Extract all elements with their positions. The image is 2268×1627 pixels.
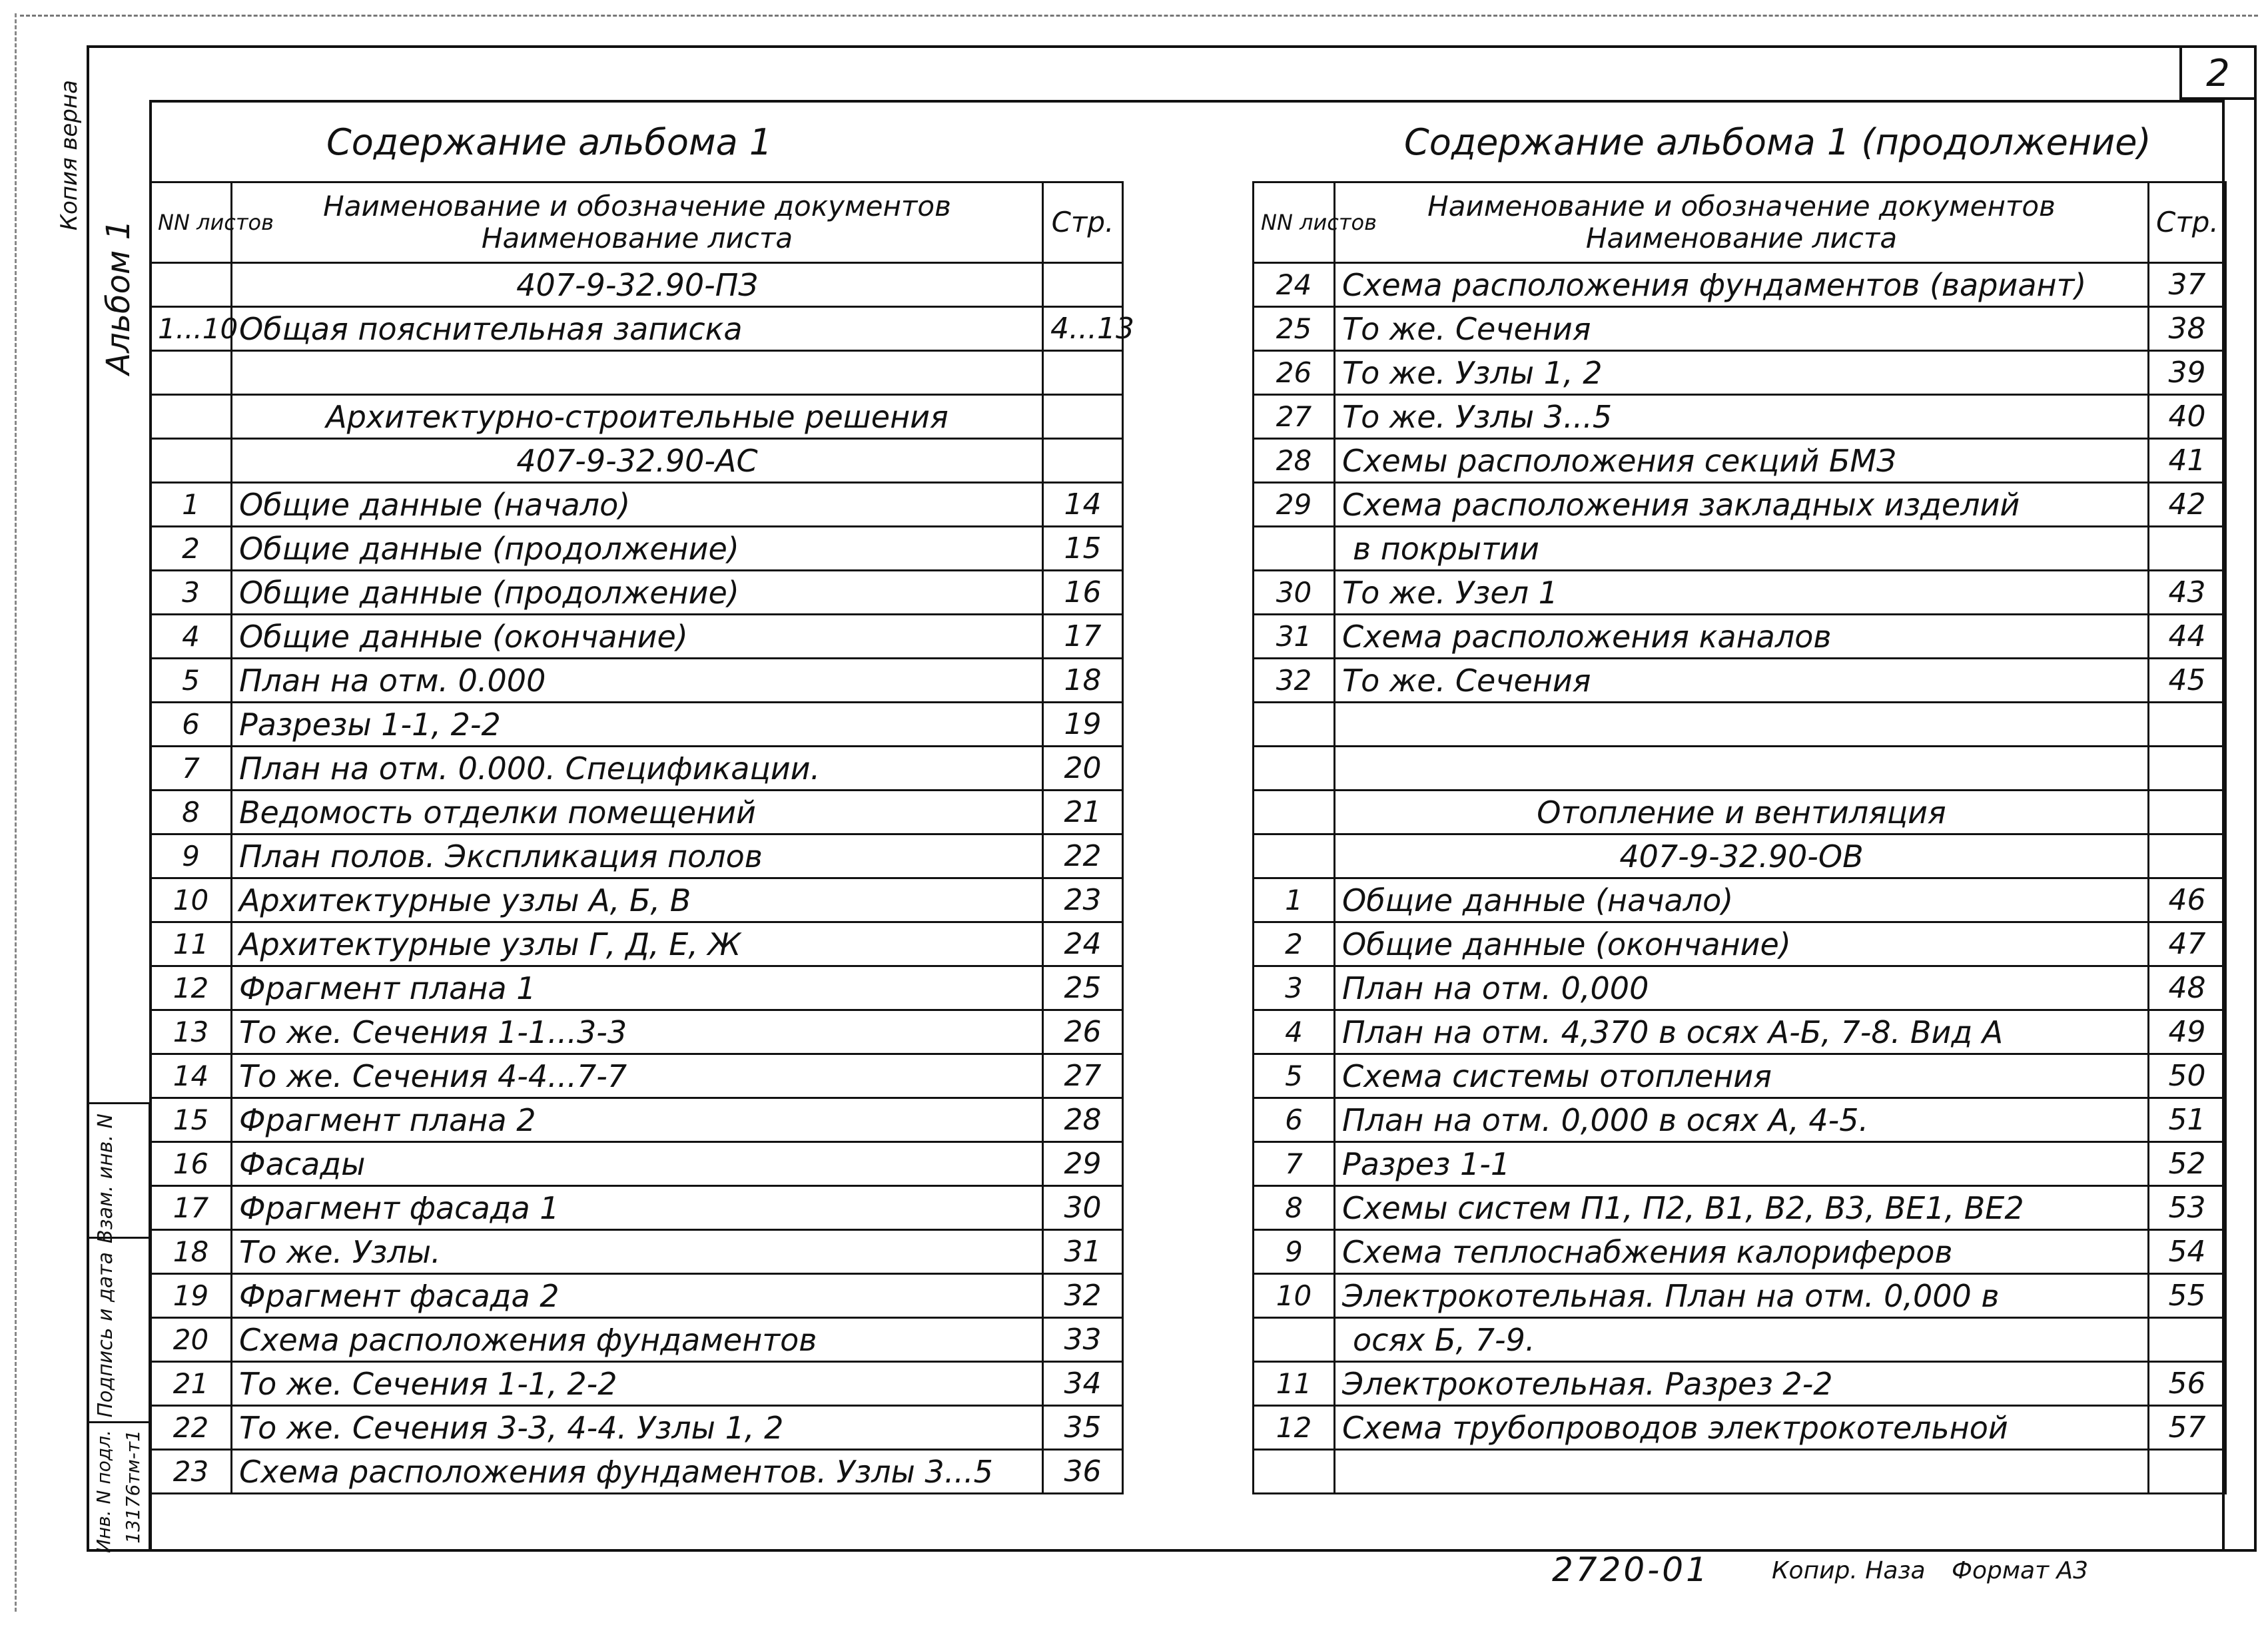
page-cell: 26: [1043, 1010, 1123, 1054]
table-row: [1254, 791, 2226, 834]
table-row: [151, 263, 1123, 307]
sheet-name-cell: Схема теплоснабжения калориферов: [1335, 1230, 2149, 1274]
sheet-no-cell: [151, 263, 232, 307]
sheet-no-cell: [1254, 1318, 1335, 1362]
table-row: [1254, 1098, 2226, 1142]
page-cell: 16: [1043, 571, 1123, 615]
page-cell: 14: [1043, 483, 1123, 527]
left-header-row: [151, 182, 1123, 263]
table-row: [151, 1362, 1123, 1406]
sheet-name-cell: 407-9-32.90-ОВ: [1335, 834, 2149, 878]
col-name-header: Наименование и обозначение документов Наименование листа: [232, 182, 1043, 263]
sheet-no-cell: 25: [1254, 307, 1335, 351]
sheet-name-cell: Схема расположения фундаментов (вариант): [1335, 263, 2149, 307]
sheet-no-cell: 26: [1254, 351, 1335, 395]
sheet-name-cell: План на отм. 0.000. Спецификации.: [232, 747, 1043, 791]
sheet-name-cell: То же. Узлы.: [232, 1230, 1043, 1274]
sheet-name-cell: План полов. Экспликация полов: [232, 834, 1043, 878]
page-cell: 15: [1043, 527, 1123, 571]
sheet-no-cell: 6: [1254, 1098, 1335, 1142]
table-row: [151, 1318, 1123, 1362]
right-contents-table: [1252, 181, 2227, 1494]
right-header-row: [1254, 182, 2226, 263]
sheet-name-cell: Разрезы 1-1, 2-2: [232, 703, 1043, 747]
sheet-no-cell: 4: [1254, 1010, 1335, 1054]
page-cell: 23: [1043, 878, 1123, 922]
page-cell: [2149, 527, 2226, 571]
page-cell: 33: [1043, 1318, 1123, 1362]
footer-code: 2720-01: [1552, 1550, 1710, 1589]
stamp-cell-replace-inv: Взам. инв. N: [87, 1102, 151, 1239]
page-cell: 56: [2149, 1362, 2226, 1406]
sheet-name-cell: Электрокотельная. План на отм. 0,000 в: [1335, 1274, 2149, 1318]
page-cell: 40: [2149, 395, 2226, 439]
sheet-no-cell: 31: [1254, 615, 1335, 659]
table-row: [151, 922, 1123, 966]
sheet-no-cell: 23: [151, 1450, 232, 1494]
copy-note: Копия верна: [56, 80, 83, 231]
sheet-name-cell: Архитектурные узлы А, Б, В: [232, 878, 1043, 922]
page-cell: [2149, 834, 2226, 878]
sheet-name-cell: План на отм. 0,000: [1335, 966, 2149, 1010]
table-row: [151, 1274, 1123, 1318]
page-cell: 34: [1043, 1362, 1123, 1406]
sheet-name-cell: [232, 351, 1043, 395]
page-cell: 54: [2149, 1230, 2226, 1274]
table-row: [1254, 1274, 2226, 1318]
table-row: [151, 834, 1123, 878]
page-cell: 51: [2149, 1098, 2226, 1142]
sheet-no-cell: 13: [151, 1010, 232, 1054]
table-row: [1254, 834, 2226, 878]
page-cell: 31: [1043, 1230, 1123, 1274]
right-table-title: Содержание альбома 1 (продолжение): [1404, 121, 2151, 163]
page-cell: [1043, 439, 1123, 483]
page-cell: 29: [1043, 1142, 1123, 1186]
page-cell: 43: [2149, 571, 2226, 615]
page-cell: 46: [2149, 878, 2226, 922]
table-row: [1254, 1186, 2226, 1230]
col-name-header: Наименование и обозначение документов Наименование листа: [1335, 182, 2149, 263]
page-cell: [2149, 1450, 2226, 1494]
page-cell: 38: [2149, 307, 2226, 351]
sheet-name-cell: [1335, 703, 2149, 747]
table-row: [1254, 1010, 2226, 1054]
col-page-header: Стр.: [1043, 182, 1123, 263]
table-row: [1254, 1142, 2226, 1186]
sheet-no-cell: 24: [1254, 263, 1335, 307]
sheet-name-cell: Схема расположения закладных изделий: [1335, 483, 2149, 527]
page-cell: 4...13: [1043, 307, 1123, 351]
col-no-header: NN листов: [151, 182, 232, 263]
sheet-name-cell: Общие данные (окончание): [232, 615, 1043, 659]
table-row: [1254, 703, 2226, 747]
sheet-name-cell: Общая пояснительная записка: [232, 307, 1043, 351]
page-cell: 17: [1043, 615, 1123, 659]
sheet-no-cell: 19: [151, 1274, 232, 1318]
sheet-name-cell: Общие данные (продолжение): [232, 527, 1043, 571]
sheet-no-cell: 10: [1254, 1274, 1335, 1318]
sheet-name-cell: Разрез 1-1: [1335, 1142, 2149, 1186]
table-row: [1254, 263, 2226, 307]
page-cell: 55: [2149, 1274, 2226, 1318]
page-cell: 52: [2149, 1142, 2226, 1186]
page-cell: 32: [1043, 1274, 1123, 1318]
page-cell: [1043, 351, 1123, 395]
sheet-no-cell: 7: [151, 747, 232, 791]
sheet-no-cell: 4: [151, 615, 232, 659]
sheet-no-cell: [1254, 1450, 1335, 1494]
sheet-name-cell: Фрагмент плана 2: [232, 1098, 1043, 1142]
sheet-no-cell: 22: [151, 1406, 232, 1450]
table-row: [151, 966, 1123, 1010]
page-cell: 24: [1043, 922, 1123, 966]
page-cell: [2149, 703, 2226, 747]
page-cell: 49: [2149, 1010, 2226, 1054]
page-cell: [2149, 791, 2226, 834]
sheet-no-cell: 12: [1254, 1406, 1335, 1450]
page-cell: [2149, 1318, 2226, 1362]
sheet-no-cell: 29: [1254, 483, 1335, 527]
table-row: [1254, 307, 2226, 351]
sheet-no-cell: 2: [1254, 922, 1335, 966]
table-row: [1254, 747, 2226, 791]
sheet-name-cell: Ведомость отделки помещений: [232, 791, 1043, 834]
sheet-name-cell: То же. Сечения: [1335, 659, 2149, 703]
page-cell: [1043, 395, 1123, 439]
table-row: [151, 659, 1123, 703]
sheet-no-cell: 16: [151, 1142, 232, 1186]
page-cell: 50: [2149, 1054, 2226, 1098]
sheet-name-cell: Схемы расположения секций БМЗ: [1335, 439, 2149, 483]
footer-format: Формат А3: [1952, 1557, 2089, 1584]
sheet-name-cell: То же. Узлы 3...5: [1335, 395, 2149, 439]
sheet-no-cell: [151, 439, 232, 483]
sheet-name-cell: План на отм. 0.000: [232, 659, 1043, 703]
sheet-name-cell: Схема расположения фундаментов: [232, 1318, 1043, 1362]
page-cell: 21: [1043, 791, 1123, 834]
sheet-name-cell: Общие данные (начало): [232, 483, 1043, 527]
page-cell: 28: [1043, 1098, 1123, 1142]
table-row: [151, 571, 1123, 615]
page-cell: 22: [1043, 834, 1123, 878]
table-row: [151, 878, 1123, 922]
table-row: [151, 1098, 1123, 1142]
table-row: [1254, 439, 2226, 483]
sheet-name-cell: Фрагмент плана 1: [232, 966, 1043, 1010]
col-page-header: Стр.: [2149, 182, 2226, 263]
sheet-no-cell: 7: [1254, 1142, 1335, 1186]
table-row: [151, 1142, 1123, 1186]
table-row: [1254, 571, 2226, 615]
table-row: [151, 1010, 1123, 1054]
page-cell: 45: [2149, 659, 2226, 703]
inv-value: 13176тм-т1: [122, 1430, 144, 1544]
page-cell: 27: [1043, 1054, 1123, 1098]
sheet-no-cell: 1: [1254, 878, 1335, 922]
sheet-no-cell: 14: [151, 1054, 232, 1098]
sheet-name-cell: Схема расположения каналов: [1335, 615, 2149, 659]
sheet-name-cell: Фасады: [232, 1142, 1043, 1186]
sheet-no-cell: 30: [1254, 571, 1335, 615]
stamp-cell-original-inv: Инв. N подл. 13176тм-т1: [87, 1421, 151, 1552]
table-row: [151, 1230, 1123, 1274]
sheet-no-cell: 20: [151, 1318, 232, 1362]
sheet-name-cell: То же. Сечения 3-3, 4-4. Узлы 1, 2: [232, 1406, 1043, 1450]
sheet-name-cell: То же. Сечения 1-1...3-3: [232, 1010, 1043, 1054]
table-row: [1254, 922, 2226, 966]
sheet-name-cell: Архитектурно-строительные решения: [232, 395, 1043, 439]
sheet-no-cell: 15: [151, 1098, 232, 1142]
sheet-no-cell: 3: [1254, 966, 1335, 1010]
page-cell: 39: [2149, 351, 2226, 395]
sheet-no-cell: 5: [151, 659, 232, 703]
page-cell: 25: [1043, 966, 1123, 1010]
sheet-name-cell: Схема системы отопления: [1335, 1054, 2149, 1098]
table-row: [151, 351, 1123, 395]
table-row: [1254, 351, 2226, 395]
sheet-name-cell: План на отм. 4,370 в осях А-Б, 7-8. Вид А: [1335, 1010, 2149, 1054]
table-row: [151, 703, 1123, 747]
sheet-no-cell: 9: [1254, 1230, 1335, 1274]
sheet-no-cell: 1: [151, 483, 232, 527]
sheet-name-cell: Схема трубопроводов электрокотельной: [1335, 1406, 2149, 1450]
table-row: [151, 527, 1123, 571]
table-row: [151, 1406, 1123, 1450]
sheet-name-cell: То же. Сечения 4-4...7-7: [232, 1054, 1043, 1098]
table-row: [1254, 1406, 2226, 1450]
page-cell: 20: [1043, 747, 1123, 791]
sheet-name-cell: 407-9-32.90-ПЗ: [232, 263, 1043, 307]
sheet-no-cell: 18: [151, 1230, 232, 1274]
sheet-no-cell: 3: [151, 571, 232, 615]
sheet-name-cell: [1335, 1450, 2149, 1494]
sheet-name-cell: осях Б, 7-9.: [1335, 1318, 2149, 1362]
sheet-no-cell: 10: [151, 878, 232, 922]
table-row: [1254, 527, 2226, 571]
table-row: [151, 1450, 1123, 1494]
sheet-name-cell: в покрытии: [1335, 527, 2149, 571]
page-cell: [1043, 263, 1123, 307]
sheet-no-cell: [1254, 527, 1335, 571]
sheet-no-cell: [151, 351, 232, 395]
sheet-no-cell: 12: [151, 966, 232, 1010]
table-row: [151, 615, 1123, 659]
sheet-name-cell: То же. Узел 1: [1335, 571, 2149, 615]
table-row: [1254, 878, 2226, 922]
sheet-no-cell: [151, 395, 232, 439]
table-row: [151, 483, 1123, 527]
sheet-no-cell: [1254, 834, 1335, 878]
sheet-no-cell: 27: [1254, 395, 1335, 439]
page-cell: 53: [2149, 1186, 2226, 1230]
table-row: [1254, 1054, 2226, 1098]
table-row: [151, 747, 1123, 791]
left-contents-table: [149, 181, 1134, 1494]
page-cell: 37: [2149, 263, 2226, 307]
sheet-name-cell: Схемы систем П1, П2, В1, В2, В3, ВЕ1, ВЕ2: [1335, 1186, 2149, 1230]
sheet-no-cell: 1...10: [151, 307, 232, 351]
sheet-name-cell: Архитектурные узлы Г, Д, Е, Ж: [232, 922, 1043, 966]
left-binding-line: [15, 13, 17, 1612]
page-cell: 44: [2149, 615, 2226, 659]
sheet-name-cell: Общие данные (продолжение): [232, 571, 1043, 615]
page-cell: 48: [2149, 966, 2226, 1010]
sheet-no-cell: [1254, 747, 1335, 791]
sheet-no-cell: 17: [151, 1186, 232, 1230]
sheet-name-cell: То же. Сечения: [1335, 307, 2149, 351]
sheet-name-cell: Схема расположения фундаментов. Узлы 3...5: [232, 1450, 1043, 1494]
sheet-name-cell: Электрокотельная. Разрез 2-2: [1335, 1362, 2149, 1406]
footer-copied: Копир. Наза: [1772, 1557, 1926, 1584]
table-row: [1254, 1318, 2226, 1362]
sheet-name-cell: Отопление и вентиляция: [1335, 791, 2149, 834]
page-cell: 30: [1043, 1186, 1123, 1230]
col-no-header: NN листов: [1254, 182, 1335, 263]
table-row: [1254, 659, 2226, 703]
sheet-no-cell: 9: [151, 834, 232, 878]
top-cut-line: [20, 15, 2258, 17]
table-row: [1254, 615, 2226, 659]
table-row: [151, 1054, 1123, 1098]
sheet-no-cell: 2: [151, 527, 232, 571]
sheet-name-cell: [1335, 747, 2149, 791]
page-cell: 36: [1043, 1450, 1123, 1494]
table-row: [1254, 483, 2226, 527]
page-cell: 19: [1043, 703, 1123, 747]
table-row: [1254, 966, 2226, 1010]
left-table-title: Содержание альбома 1: [326, 121, 773, 163]
table-row: [1254, 1362, 2226, 1406]
table-row: [151, 1186, 1123, 1230]
album-label: Альбом 1: [100, 220, 137, 375]
stamp-cell-signature-date: Подпись и дата: [87, 1237, 151, 1423]
sheet-name-cell: Фрагмент фасада 2: [232, 1274, 1043, 1318]
table-row: [151, 791, 1123, 834]
sheet-name-cell: Общие данные (окончание): [1335, 922, 2149, 966]
page-cell: [2149, 747, 2226, 791]
sheet-name-cell: То же. Узлы 1, 2: [1335, 351, 2149, 395]
sheet-no-cell: 11: [1254, 1362, 1335, 1406]
sheet-number: 2: [2206, 52, 2230, 95]
table-row: [1254, 1450, 2226, 1494]
page-cell: 57: [2149, 1406, 2226, 1450]
sheet-no-cell: 32: [1254, 659, 1335, 703]
table-row: [151, 439, 1123, 483]
sheet-no-cell: 11: [151, 922, 232, 966]
table-row: [151, 395, 1123, 439]
sheet-name-cell: Общие данные (начало): [1335, 878, 2149, 922]
sheet-no-cell: 28: [1254, 439, 1335, 483]
sheet-name-cell: План на отм. 0,000 в осях А, 4-5.: [1335, 1098, 2149, 1142]
sheet-name-cell: Фрагмент фасада 1: [232, 1186, 1043, 1230]
table-row: [151, 307, 1123, 351]
table-row: [1254, 395, 2226, 439]
page-cell: 47: [2149, 922, 2226, 966]
page-cell: 42: [2149, 483, 2226, 527]
sheet-no-cell: 8: [1254, 1186, 1335, 1230]
page-cell: 35: [1043, 1406, 1123, 1450]
sheet-no-cell: 5: [1254, 1054, 1335, 1098]
sheet-no-cell: 8: [151, 791, 232, 834]
sheet-no-cell: [1254, 791, 1335, 834]
sheet-name-cell: 407-9-32.90-АС: [232, 439, 1043, 483]
page-cell: 18: [1043, 659, 1123, 703]
sheet-name-cell: То же. Сечения 1-1, 2-2: [232, 1362, 1043, 1406]
page-cell: 41: [2149, 439, 2226, 483]
sheet-no-cell: 21: [151, 1362, 232, 1406]
sheet-no-cell: [1254, 703, 1335, 747]
sheet-no-cell: 6: [151, 703, 232, 747]
table-row: [1254, 1230, 2226, 1274]
